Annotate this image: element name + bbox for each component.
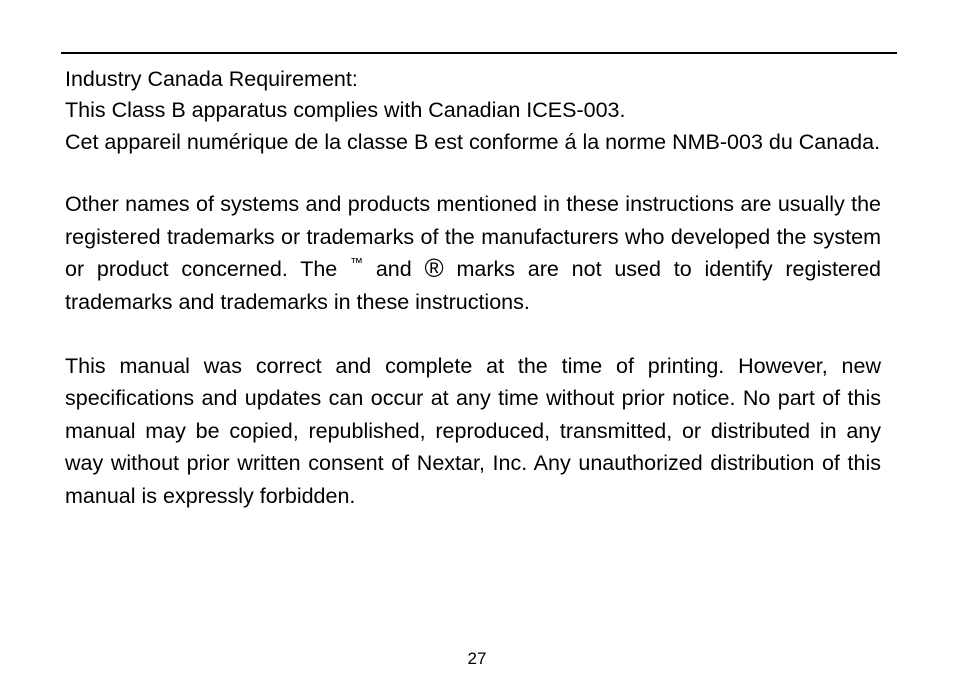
trademarks-text-1: Other names of systems and products mentioned in these instructions are usually the registered trademarks or trademarks of the manufacturers who developed the system or product concerned. The [65,192,881,282]
top-rule [61,52,897,54]
paragraph-spacer [65,158,881,188]
requirement-heading: Industry Canada Requirement: [65,67,358,91]
page-number: 27 [467,649,487,668]
registered-symbol: ® [424,253,444,284]
manual-notice-paragraph: This manual was correct and complete at the time of printing. However, new specifications and updates can occur at any time without prior notice. No part of this manual may be copied, republished, reproduced, transmitted, or distributed in any way without prior written consent of Nextar, Inc. Any unauthorized distribution of this manual is expressly forbidden. [65,354,881,508]
trademarks-text-2: and [363,257,425,282]
paragraph-spacer [65,318,881,350]
trademarks-paragraph [65,188,881,318]
page-content [65,64,881,512]
trademark-symbol: ™ [350,255,364,271]
requirement-french: Cet appareil numérique de la classe B est conforme á la norme NMB-003 du Canada. [65,130,881,154]
requirement-english: This Class B apparatus complies with Canadian ICES-003. [65,98,626,122]
trademarks-text-3: marks are not used to identify registered trademarks and trademarks in these instructions. [65,257,881,314]
